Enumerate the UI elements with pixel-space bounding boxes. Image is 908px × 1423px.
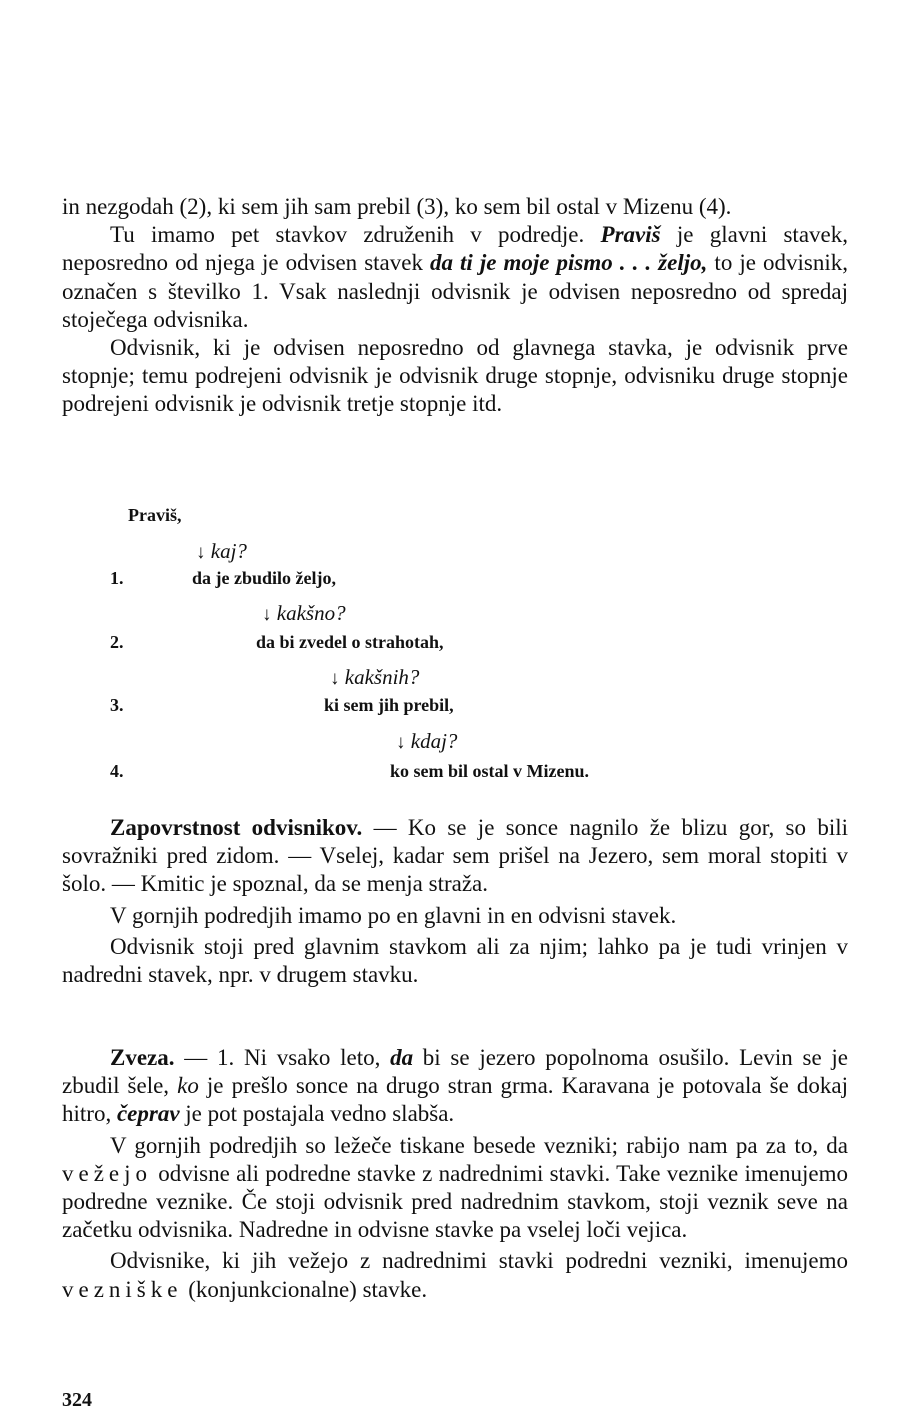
question-text: kakšno? — [276, 601, 346, 625]
section-heading: Zapovrstnost odvisnikov. — [110, 815, 363, 840]
paragraph-zveza-2 — [62, 1132, 848, 1245]
clause-level-2: da bi zvedel o strahotah, — [256, 632, 444, 652]
paragraph-zveza-3 — [62, 1247, 848, 1303]
spaced-emphasis: vežejo — [62, 1160, 153, 1186]
clause-level-1: da je zbudilo željo, — [192, 568, 336, 588]
level-number: 4. — [110, 761, 124, 781]
question-level-1 — [196, 539, 247, 564]
down-arrow-icon: ↓ — [196, 542, 206, 563]
question-text: kakšnih? — [344, 665, 420, 689]
clause-level-3: ki sem jih prebil, — [324, 695, 454, 715]
down-arrow-icon: ↓ — [262, 604, 272, 625]
question-text: kdaj? — [410, 729, 458, 753]
top-text — [62, 193, 848, 419]
question-level-3 — [330, 665, 419, 690]
conjunction-emphasis: ko — [177, 1073, 199, 1099]
down-arrow-icon: ↓ — [396, 732, 406, 753]
text-run: — Ko se je sonce nagnilo že blizu gor, so bili sovražniki pred zidom. — Vselej, kadar sem prišel na Jezero, sem moral stopiti v šolo. — Kmitic je spoznal, da se menja straža. — [62, 815, 848, 897]
conjunction-emphasis: da — [390, 1045, 414, 1070]
question-text: kaj? — [210, 539, 247, 563]
question-level-2 — [262, 601, 346, 626]
text-run: — 1. Ni vsako leto, — [174, 1045, 391, 1070]
section-zapovrstnost — [62, 814, 848, 989]
text-run-emphasis: Praviš — [600, 222, 661, 248]
clause-level-4: ko sem bil ostal v Mizenu. — [390, 761, 590, 781]
text-run: to je odvisnik, označen s številko 1. Vsak naslednji odvisnik je odvisen neposredno od spredaj stoječega odvisnika. — [62, 250, 848, 332]
text-run: je pot postajala vedno slabša. — [179, 1101, 455, 1127]
main-clause: Praviš, — [128, 505, 182, 525]
down-arrow-icon: ↓ — [330, 668, 340, 689]
conjunction-emphasis: čeprav — [116, 1101, 180, 1127]
level-number: 2. — [110, 632, 124, 652]
text-run: odvisne ali podredne stavke z nadrednimi stavki. Take veznike imenujemo podredne veznike. Če stoji odvisnik pred nadrednim stavkom, stoji veznik seve na začetku odvisnika. Nadredne in odvisne stavke pa vselej loči vejica. — [62, 1160, 848, 1243]
paragraph-zapovrstnost-3: Odvisnik stoji pred glavnim stavkom ali za njim; lahko pa je tudi vrinjen v nadredni stavek, npr. v drugem stavku. — [62, 933, 848, 988]
paragraph-zapovrstnost-2: V gornjih podredjih imamo po en glavni in en odvisni stavek. — [110, 902, 677, 928]
spaced-emphasis: vezniške — [62, 1276, 183, 1302]
text-run: V gornjih podredjih so ležeče tiskane besede vezniki; rabijo nam pa za to, da — [110, 1132, 848, 1158]
level-number: 3. — [110, 695, 124, 715]
paragraph-podredje — [62, 221, 848, 334]
page-number: 324 — [62, 1389, 92, 1411]
paragraph-zapovrstnost-examples — [62, 814, 848, 899]
section-zveza — [62, 1044, 848, 1304]
paragraph-stopnje: Odvisnik, ki je odvisen neposredno od glavnega stavka, je odvisnik prve stopnje; temu podrejeni odvisnik je odvisnik druge stopnje, odvisniku druge stopnje podrejeni odvisnik je odvisnik tretje stopnje itd. — [62, 335, 848, 417]
text-run: je prešlo sonce na drugo stran grma. Karavana je potovala še dokaj hitro, — [62, 1073, 848, 1127]
text-run: (konjunkcionalne) stavke. — [182, 1276, 428, 1302]
paragraph-continuation: in nezgodah (2), ki sem jih sam prebil (3), ko sem bil ostal v Mizenu (4). — [62, 194, 732, 219]
text-run: je glavni stavek, neposredno od njega je odvisen stavek — [62, 222, 848, 276]
text-run-emphasis: da ti je moje pismo . . . željo, — [430, 250, 708, 276]
text-run: bi se jezero popolnoma osušilo. Levin se je zbudil šele, — [62, 1045, 848, 1099]
paragraph-zveza-examples — [62, 1044, 848, 1129]
question-level-4 — [396, 729, 457, 754]
text-run: Odvisnike, ki jih vežejo z nadrednimi stavki podredni vezniki, imenujemo — [110, 1248, 848, 1274]
level-number: 1. — [110, 568, 124, 588]
section-heading: Zveza. — [110, 1045, 175, 1070]
text-run: Tu imamo pet stavkov združenih v podredje. — [110, 222, 601, 248]
